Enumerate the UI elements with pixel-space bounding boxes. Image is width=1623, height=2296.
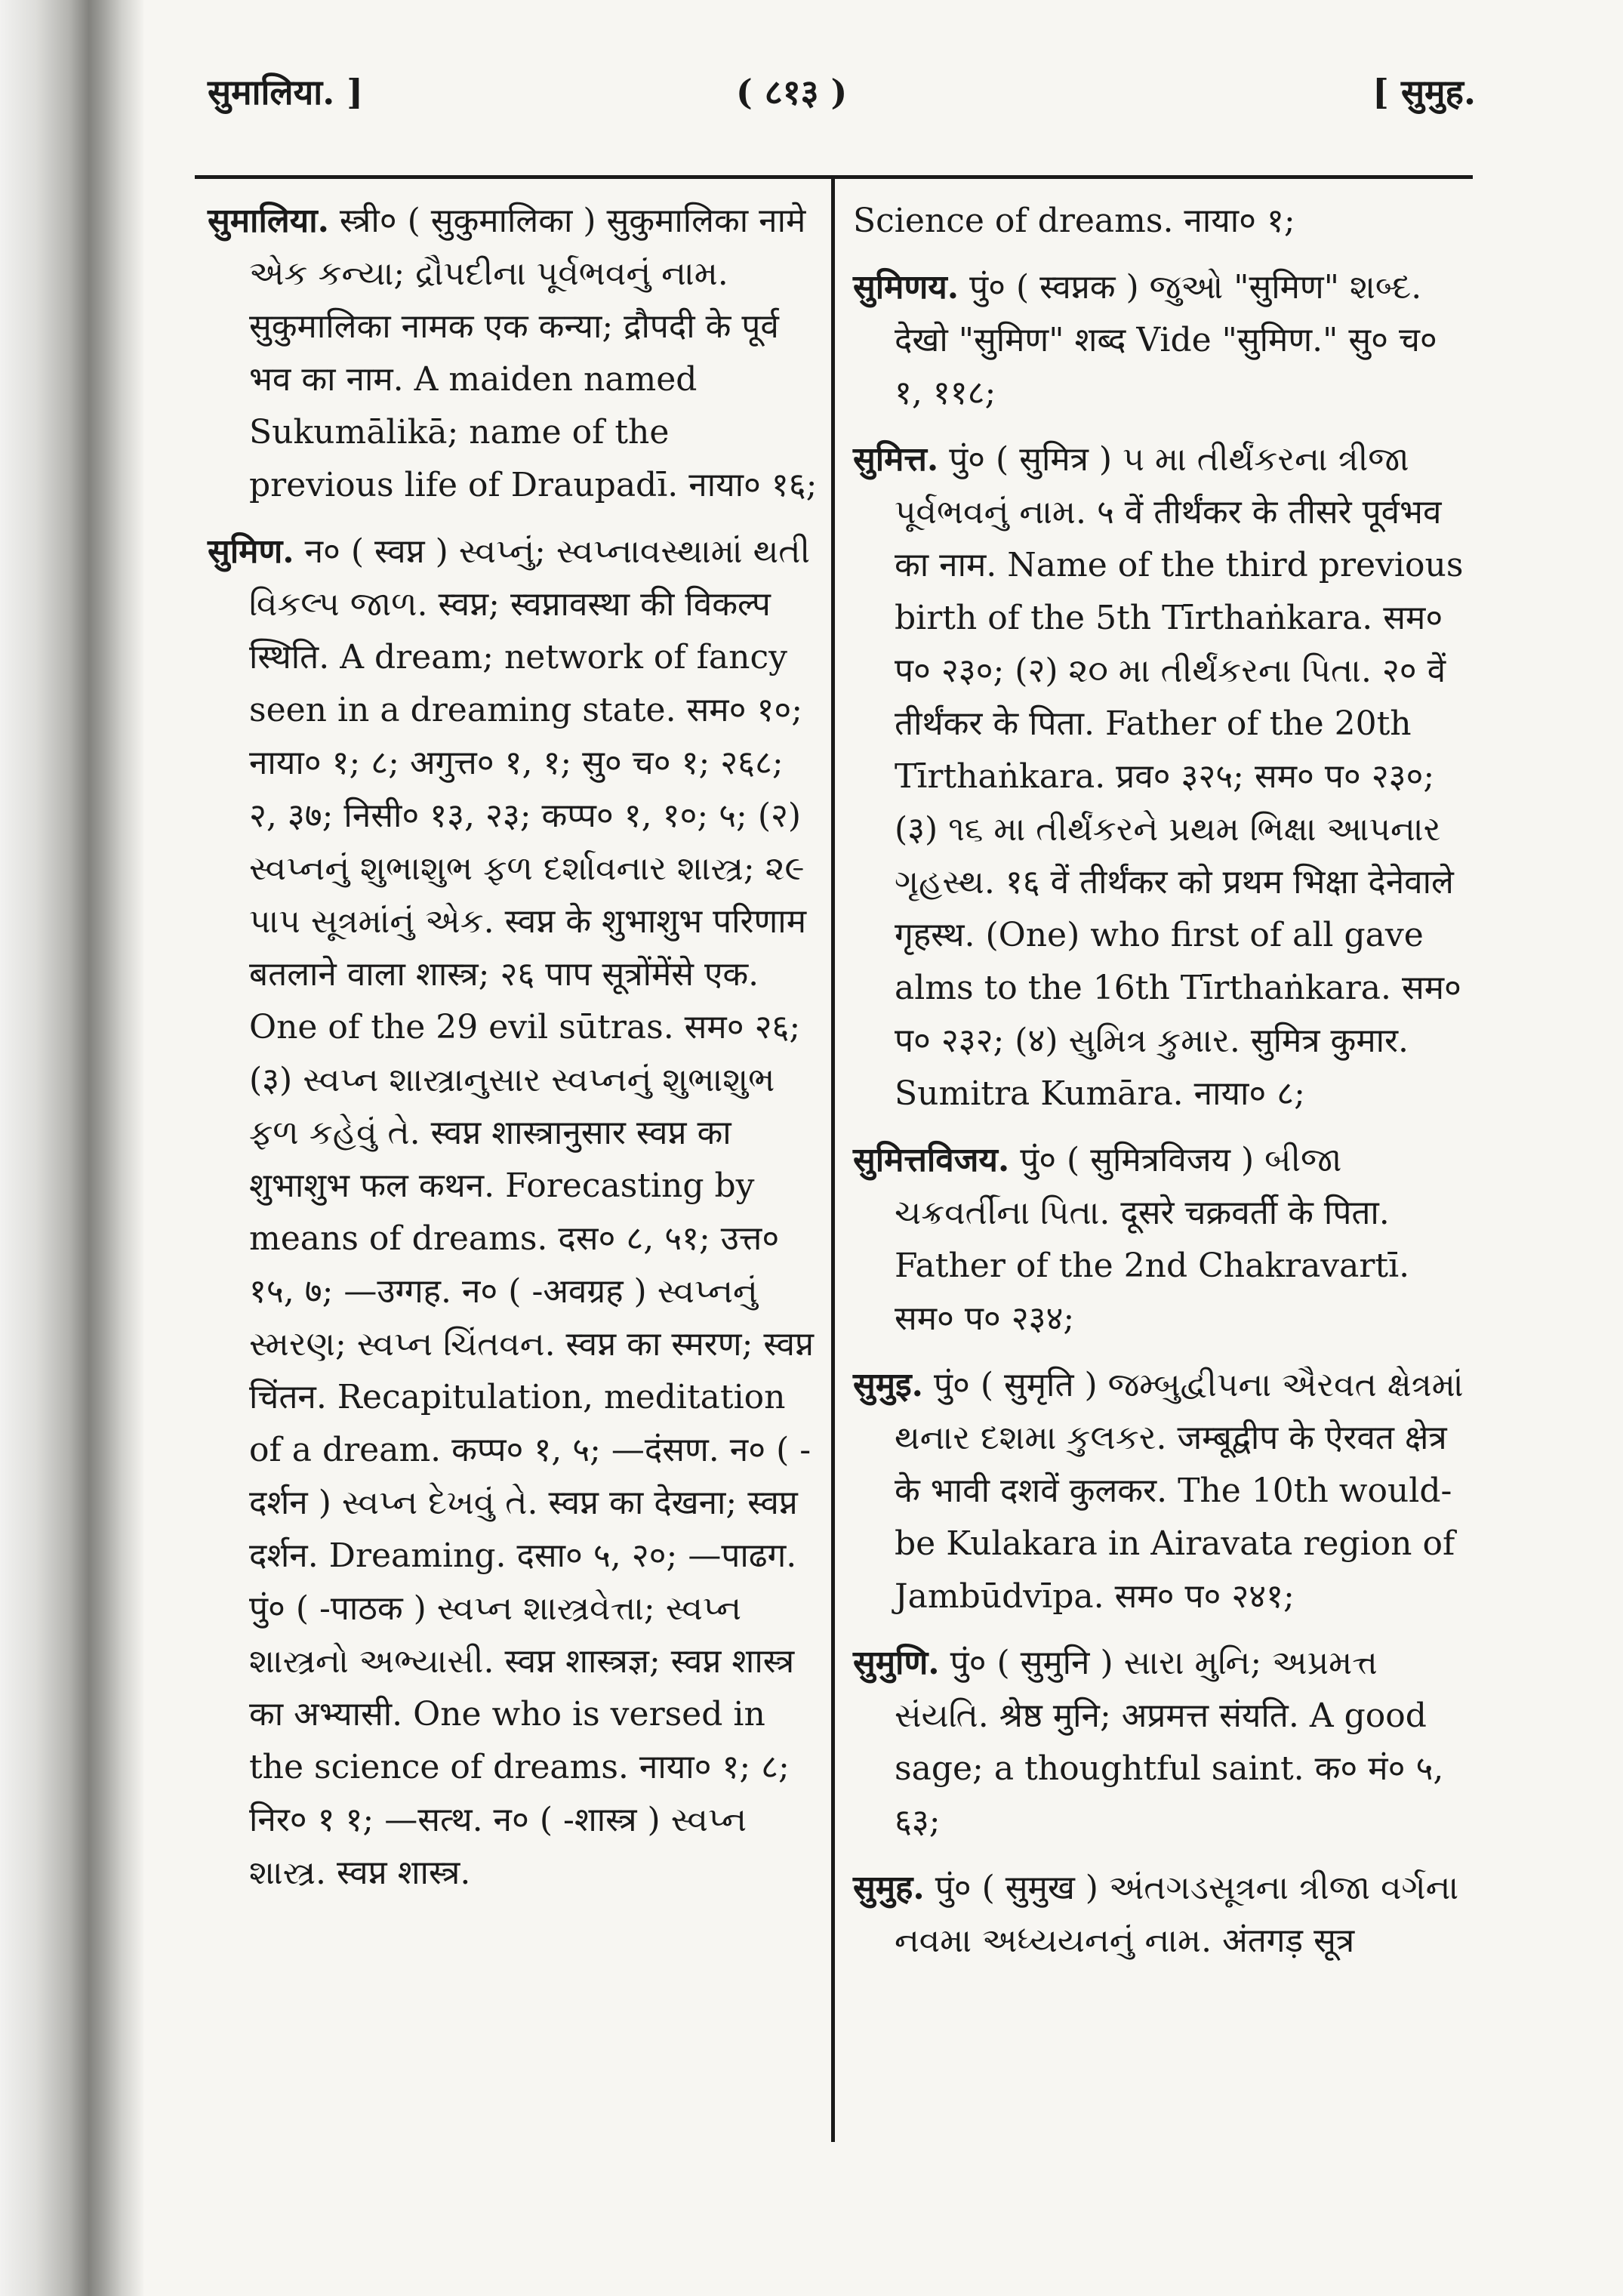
entry-body: पुं० ( स्वप्नक ) જુઓ "सुमिण" શબ્દ. देखो "सुमिण" शब्द Vide "सुमिण." सु० च० १, ११८; xyxy=(895,268,1437,412)
left-column xyxy=(208,195,819,1913)
dictionary-entry-continuation xyxy=(853,195,1464,248)
entry-body: पुं० ( सुमुख ) અંતગડસૂત્રના ત્રીજા વર્ગના નવમા અધ્યયનનું નામ. अंतगड़ सूत्र xyxy=(895,1869,1459,1960)
dictionary-entry xyxy=(208,525,819,1900)
entry-body: पुं० ( सुमित्रविजय ) બીજા ચક્રવર્તીના પિતા. दूसरे चक्रवर्ती के पिता. Father of the 2nd Chakravartī. सम० प० २३४; xyxy=(895,1141,1410,1338)
entry-body: पुं० ( सुमित्र ) ૫ મા તીર્થંકરના ત્રીજા પૂર્વભવનું નામ. ५ वें तीर्थंकर के तीसरे पूर्वभव का नाम. Name of the third previous birth of the 5th Tīrthaṅkara. सम० प० २३०; (२) ૨૦ મા તીર્થંકરના પિતા. २० वें तीर्थंकर के पिता. Father of the 20th Tīrthaṅkara. प्रव० ३२५; सम० प० २३०; (३) ૧૬ મા તીર્થંકરને પ્રથમ ભિક્ષા આપનાર ગૃહસ્થ. १६ वें तीर्थंकर को प्रथम भिक्षा देनेवाले गृहस्थ. (One) who first of all gave alms to the 16th Tīrthaṅkara. सम० प० २३२; (४) સુમિત્ર કુમાર. सुमित्र कुमार. Sumitra Kumāra. नाया० ८; xyxy=(895,440,1464,1113)
entry-body: स्त्री० ( सुकुमालिका ) सुकुमालिका नामे એક કન્યા; દ્રૌપદીના પૂર્વભવનું નામ. सुकुमालिका नामक एक कन्या; द्रौपदी के पूर्व भव का नाम. A maiden named Sukumālikā; name of the previous life of Draupadī. नाया० १६; xyxy=(249,202,818,504)
dictionary-entry xyxy=(853,1637,1464,1848)
dictionary-entry xyxy=(853,1862,1464,1968)
book-spine-shadow xyxy=(0,0,143,2296)
entry-headword: सुमित्त. xyxy=(853,440,939,479)
right-column xyxy=(853,195,1464,1981)
entry-headword: सुमुणि. xyxy=(853,1644,940,1682)
dictionary-entry xyxy=(853,261,1464,420)
dictionary-entry xyxy=(853,1359,1464,1623)
entry-body: पुं० ( सुमृति ) જમ્બુદ્વીપના ઐરવત ક્ષેત્રમાં થનાર દશમા કુલકર. जम्बूद्वीप के ऐरवत क्षेत्र के भावी दशवें कुलकर. The 10th would-be Kulakara in Airavata region of Jambūdvīpa. सम० प० २४१; xyxy=(895,1366,1464,1616)
dictionary-entry xyxy=(208,195,819,512)
entry-headword: सुमुइ. xyxy=(853,1366,923,1404)
header-left-guideword: सुमालिया. ] xyxy=(208,72,364,112)
entry-body: Science of dreams. नाया० १; xyxy=(853,202,1295,240)
entry-headword: सुमित्तविजय. xyxy=(853,1141,1010,1179)
entry-headword: सुमालिया. xyxy=(208,202,329,240)
header-right-guideword: [ सुमुह. xyxy=(1372,72,1476,112)
dictionary-entry xyxy=(853,1134,1464,1345)
dictionary-entry xyxy=(853,433,1464,1120)
page-header xyxy=(192,68,1476,136)
entry-body: न० ( स्वप्न ) સ્વપ્નું; સ્વપ્નાવસ્થામાં થતી વિકલ્પ જાળ. स्वप्न; स्वप्नावस्था की विकल्प स्थिति. A dream; network of fancy seen in a dreaming state. सम० १०; नाया० १; ८; अगुत्त० १, १; सु० च० १; २६८; २, ३७; निसी० १३, २३; कप्प० १, १०; ५; (२) સ્વપ્નનું શુભાશુભ ફળ દર્શાવનાર શાસ્ત્ર; ૨૯ પાપ સૂત્રમાંનું એક. स्वप्न के शुभाशुभ परिणाम बतलाने वाला शास्त्र; २६ पाप सूत्रोंमेंसे एक. One of the 29 evil sūtras. सम० २६; (३) સ્વપ્ન શાસ્ત્રાનુસાર સ્વપ્નનું શુભાશુભ ફળ કહેવું તે. स्वप्न शास्त्रानुसार स्वप्न का शुभाशुभ फल कथन. Forecasting by means of dreams. दस० ८, ५१; उत्त० १५, ७; —उग्गह. न० ( -अवग्रह ) સ્વપ્નનું સ્મરણ; સ્વપ્ન ચિંતવન. स्वप्न का स्मरण; स्वप्न चिंतन. Recapitulation, meditation of a dream. कप्प० १, ५; —दंसण. न० ( -दर्शन ) સ્વપ્ન દેખવું તે. स्वप्न का देखना; स्वप्न दर्शन. Dreaming. दसा० ५, २०; —पाढग. पुं० ( -पाठक ) સ્વપ્ન શાસ્ત્રવેત્તા; સ્વપ્ન શાસ્ત્રનો અભ્યાસી. स्वप्न शास्त्रज्ञ; स्वप्न शास्त्र का अभ्यासी. One who is versed in the science of dreams. नाया० १; ८; निर० १ १; —सत्थ. न० ( -शास्त्र ) સ્વપ્ન શાસ્ત્ર. स्वप्न शास्त्र. xyxy=(249,532,814,1892)
entry-body: पुं० ( सुमुनि ) સારા મુનિ; અપ્રમત્ત સંયતિ. श्रेष्ठ मुनि; अप्रमत्त संयति. A good sage; a thoughtful saint. क० मं० ५, ६३; xyxy=(895,1644,1444,1841)
page-number: ( ८१३ ) xyxy=(736,72,848,112)
entry-headword: सुमिण. xyxy=(208,532,294,571)
column-divider xyxy=(831,175,835,2142)
entry-headword: सुमिणय. xyxy=(853,268,959,307)
entry-headword: सुमुह. xyxy=(853,1869,925,1907)
